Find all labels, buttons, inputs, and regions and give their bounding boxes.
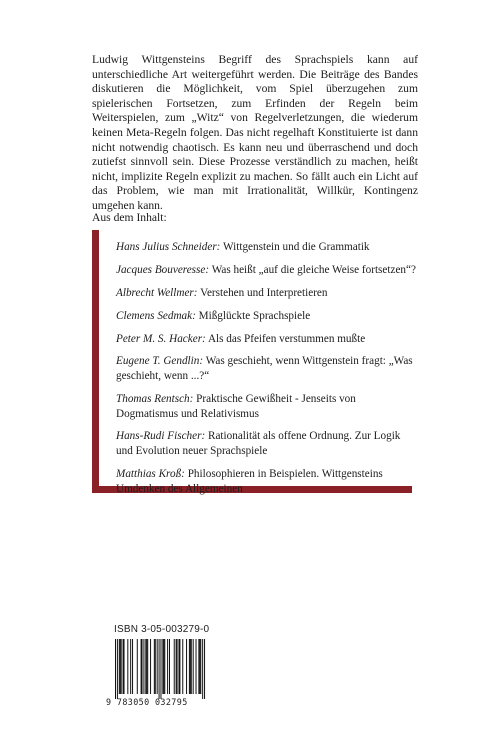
barcode-bar <box>142 639 143 694</box>
barcode-bar <box>191 639 192 694</box>
cover-blurb: Ludwig Wittgensteins Begriff des Sprachspiels kann auf unterschiedliche Art weitergeführt werden. Die Beiträge des Bandes diskutieren die Möglichkeit, vom Spiel überzugehen zum spielerischen Fortsetzen, zum Erfinden der Regeln beim Weiterspielen, zum „Witz“ von Regelverletzungen, die wiederum keinen Meta-Regeln folgen. Das nicht regelhaft Konstituierte ist dann nicht notwendig chaotisch. Es kann neu und überraschend und doch zutiefst sinnvoll sein. Diese Prozesse verständlich zu machen, heißt nicht, implizite Regeln explizit zu machen. So fällt auch ein Licht auf das Problem, wie man mit Irrationalität, Willkür, Kontingenz umgehen kann. <box>92 53 418 212</box>
contents-title: Was geschieht, wenn Wittgenstein fragt: „Was geschieht, wenn ...?“ <box>116 355 413 383</box>
barcode-bar <box>193 639 194 694</box>
contents-author: Clemens Sedmak: <box>116 309 196 322</box>
barcode-bar <box>190 639 191 694</box>
contents-list <box>116 240 416 504</box>
barcode-bar <box>137 639 138 694</box>
contents-title: Mißglückte Sprachspiele <box>198 309 311 322</box>
barcode-bar <box>119 639 120 694</box>
contents-author: Peter M. S. Hacker: <box>116 332 206 345</box>
barcode-bar <box>121 639 122 694</box>
contents-item <box>116 309 416 324</box>
barcode-bar <box>198 639 199 694</box>
barcode-bar <box>176 639 177 694</box>
barcode-bar <box>124 639 125 694</box>
barcode-bar <box>163 639 164 694</box>
barcode-bar <box>150 639 151 694</box>
barcode-bar <box>164 639 165 694</box>
barcode-bar <box>186 639 187 694</box>
barcode-bar <box>123 639 124 694</box>
barcode-bar <box>167 639 168 694</box>
barcode-graphic <box>106 639 206 699</box>
contents-item <box>116 429 416 458</box>
barcode-bar <box>200 639 201 694</box>
contents-item <box>116 354 416 383</box>
barcode-bar <box>162 639 163 694</box>
barcode-guard-bar <box>204 639 205 699</box>
barcode-digits: 9 783050 032795 <box>106 697 188 707</box>
barcode-guard-bar <box>202 639 203 699</box>
barcode-bar <box>177 639 178 694</box>
contents-title: Philosophieren in Beispielen. Wittgensteins Umdenken des Allgemeinen <box>116 467 383 495</box>
barcode <box>106 639 206 711</box>
contents-item <box>116 240 416 255</box>
barcode-bar <box>189 639 190 694</box>
barcode-bar <box>120 639 121 694</box>
contents-item <box>116 392 416 421</box>
barcode-bar <box>169 639 170 694</box>
barcode-guard-bar <box>117 639 118 699</box>
contents-author: Jacques Bouveresse: <box>116 263 210 276</box>
barcode-bar <box>130 639 131 694</box>
barcode-guard-bar <box>160 639 161 699</box>
contents-title: Als das Pfeifen verstummen mußte <box>207 332 366 345</box>
barcode-bar <box>132 639 133 694</box>
contents-item <box>116 332 416 347</box>
contents-item <box>116 467 416 496</box>
contents-title: Wittgenstein und die Grammatik <box>223 241 370 253</box>
contents-author: Hans-Rudi Fischer: <box>116 430 206 443</box>
contents-author: Albrecht Wellmer: <box>116 286 198 299</box>
barcode-bar <box>199 639 200 694</box>
contents-title: Was heißt „auf die gleiche Weise fortsetzen“? <box>211 263 416 276</box>
isbn-label: ISBN 3-05-003279-0 <box>114 624 210 635</box>
contents-title: Verstehen und Interpretieren <box>200 286 328 299</box>
barcode-bar <box>141 639 142 694</box>
contents-author: Hans Julius Schneider: <box>116 241 221 253</box>
barcode-bar <box>127 639 128 694</box>
barcode-bar <box>155 639 156 694</box>
contents-title: Rationalität als offene Ordnung. Zur Logik und Evolution neuer Sprachspiele <box>116 430 401 458</box>
barcode-bar <box>174 639 175 694</box>
barcode-bar <box>179 639 180 694</box>
barcode-bar <box>178 639 179 694</box>
barcode-bar <box>147 639 148 694</box>
barcode-bar <box>154 639 155 694</box>
barcode-bar <box>146 639 147 694</box>
contents-author: Matthias Kroß: <box>116 467 185 480</box>
contents-heading: Aus dem Inhalt: <box>92 211 167 224</box>
barcode-bar <box>157 639 158 694</box>
contents-item <box>116 263 416 278</box>
barcode-bar <box>196 639 197 694</box>
barcode-bar <box>145 639 146 694</box>
barcode-guard-bar <box>159 639 160 699</box>
barcode-bar <box>143 639 144 694</box>
contents-title: Praktische Gewißheit - Jenseits von Dogmatismus und Relativismus <box>116 392 356 420</box>
contents-item <box>116 286 416 301</box>
barcode-guard-bar <box>115 639 116 699</box>
contents-author: Eugene T. Gendlin: <box>116 355 204 368</box>
contents-author: Thomas Rentsch: <box>116 392 194 405</box>
contents-box <box>92 230 416 495</box>
barcode-bar <box>182 639 183 694</box>
